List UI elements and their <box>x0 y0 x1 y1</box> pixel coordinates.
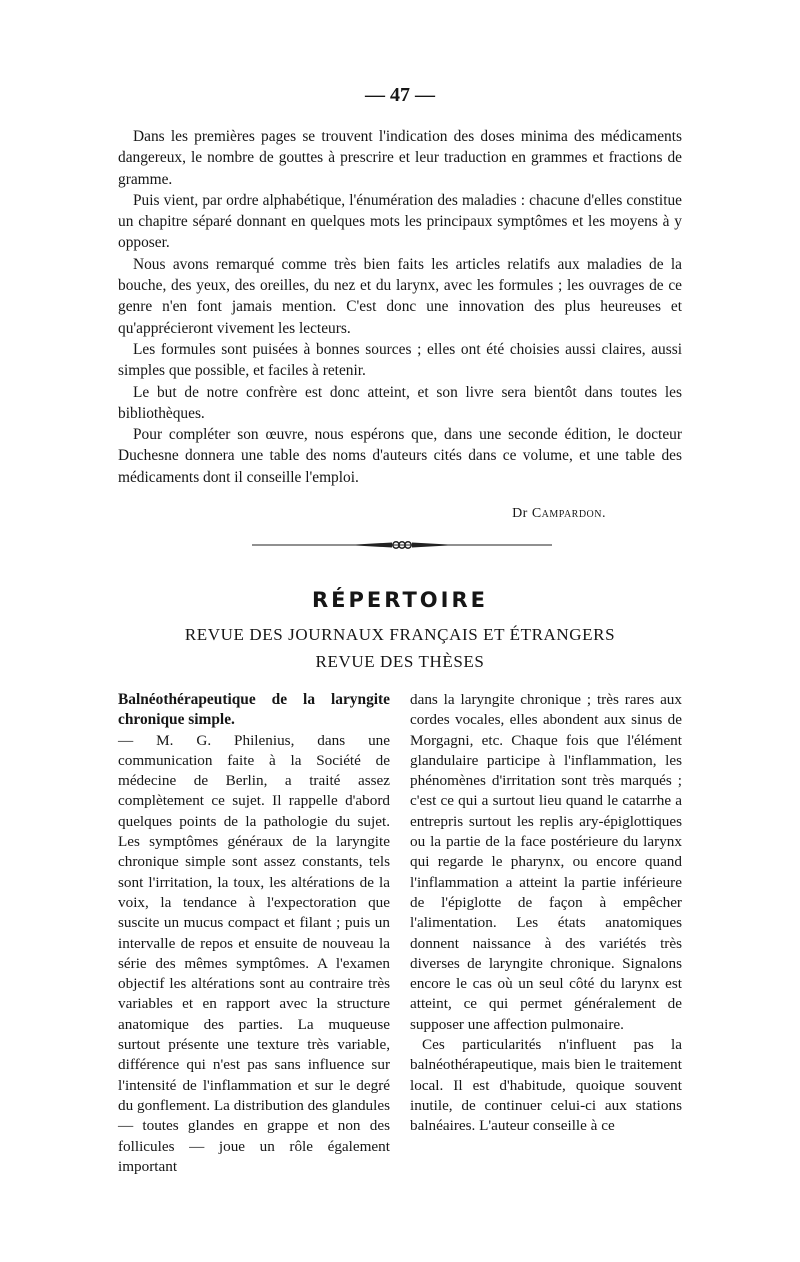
intro-paragraph: Les formules sont puisées à bonnes sources ; elles ont été choisies aussi claires, aussi simples que possible, et faciles à retenir. <box>118 340 682 380</box>
subheading-journaux: REVUE DES JOURNAUX FRANÇAIS ET ÉTRANGERS <box>184 625 616 644</box>
article-body-right: Ces particularités n'influent pas la balnéothérapeutique, mais bien le traitement local. Il est d'habitude, quoique souvent inutile, de continuer celui-ci aux stations balnéaires. L'auteur conseille à ce <box>410 1036 682 1135</box>
intro-paragraph: Le but de notre confrère est donc atteint, et son livre sera bientôt dans toutes les bibliothèques. <box>118 383 682 422</box>
intro-paragraph: Puis vient, par ordre alphabétique, l'énumération des maladies : chacune d'elles constitue un chapitre séparé donnant en quelques mots les principaux symptômes et les moyens à y opposer. <box>118 191 682 252</box>
author-signature <box>118 506 606 522</box>
right-column <box>410 690 682 1137</box>
signature-name: Campardon. <box>531 506 606 521</box>
article-body-left: — M. G. Philenius, dans une communication faite à la Société de médecine de Berlin, a traité assez complètement ce sujet. Il rappelle d'abord quelques points de la pathologie du sujet. Les symptômes généraux de la laryngite chronique simple sont assez constants, tels sont l'irritation, la toux, les altérations de la voix, la tendance à l'expectoration que suscite un mucus compact et filant ; puis un intervalle de repos et ensuite de nouveau la série des mêmes symptômes. A l'examen objectif les altérations sont au contraire très variables et en rapport avec la structure anatomique des parties. La muqueuse surtout présente une texture très variable, différence qui n'est pas sans influence sur l'intensité de l'inflammation et sur le degré du gonflement. La distribution des glandules — toutes glandes en grappe et non des follicules — joue un rôle également important <box>118 731 390 1175</box>
intro-paragraph: Nous avons remarqué comme très bien faits les articles relatifs aux maladies de la bouche, des yeux, des oreilles, du nez et du larynx, avec les formules ; les ouvrages de ce genre n'en font jamais mention. C'est donc une innovation des plus heureuses et qu'apprécieront vivement les lecteurs. <box>118 255 682 337</box>
intro-paragraph: Pour compléter son œuvre, nous espérons que, dans une seconde édition, le docteur Duchesne donnera une table des noms d'auteurs cités dans ce volume, et une table des médicaments dont il conseille l'emploi. <box>118 426 682 486</box>
article-title: Balnéothérapeutique de la laryngite chronique simple. <box>118 691 390 729</box>
page-number: — 47 — <box>365 84 435 106</box>
ornament-divider <box>252 538 552 552</box>
subheading-theses: REVUE DES THÈSES <box>315 652 485 671</box>
left-column <box>118 690 390 1177</box>
section-heading: RÉPERTOIRE <box>312 588 488 612</box>
intro-section <box>118 126 682 488</box>
intro-paragraph: Dans les premières pages se trouvent l'indication des doses minima des médicaments dangereux, le nombre de gouttes à prescrire et leur traduction en grammes et fractions de gramme. <box>118 128 682 188</box>
signature-title: Dr <box>512 506 528 521</box>
article-body-right: dans la laryngite chronique ; très rares aux cordes vocales, elles abondent aux sinus de Morgagni, etc. Chaque fois que l'élément glandulaire participe à l'inflammation, les phénomènes d'irritation sont très marqués ; c'est ce qui a surtout lieu quand le catarrhe a entrepris surtout les replis ary-épiglottiques ou la partie de la face postérieure du larynx qui regarde le pharynx, ou encore quand l'inflammation a atteint la partie inférieure de l'épiglotte de façon à empêcher l'alimentation. Les états anatomiques donnent naissance à des variétés très diverses de laryngite chronique. Signalons encore le cas où un seul côté du larynx est atteint, ce qui permet généralement de supposer une affection pulmonaire. <box>410 691 682 1033</box>
